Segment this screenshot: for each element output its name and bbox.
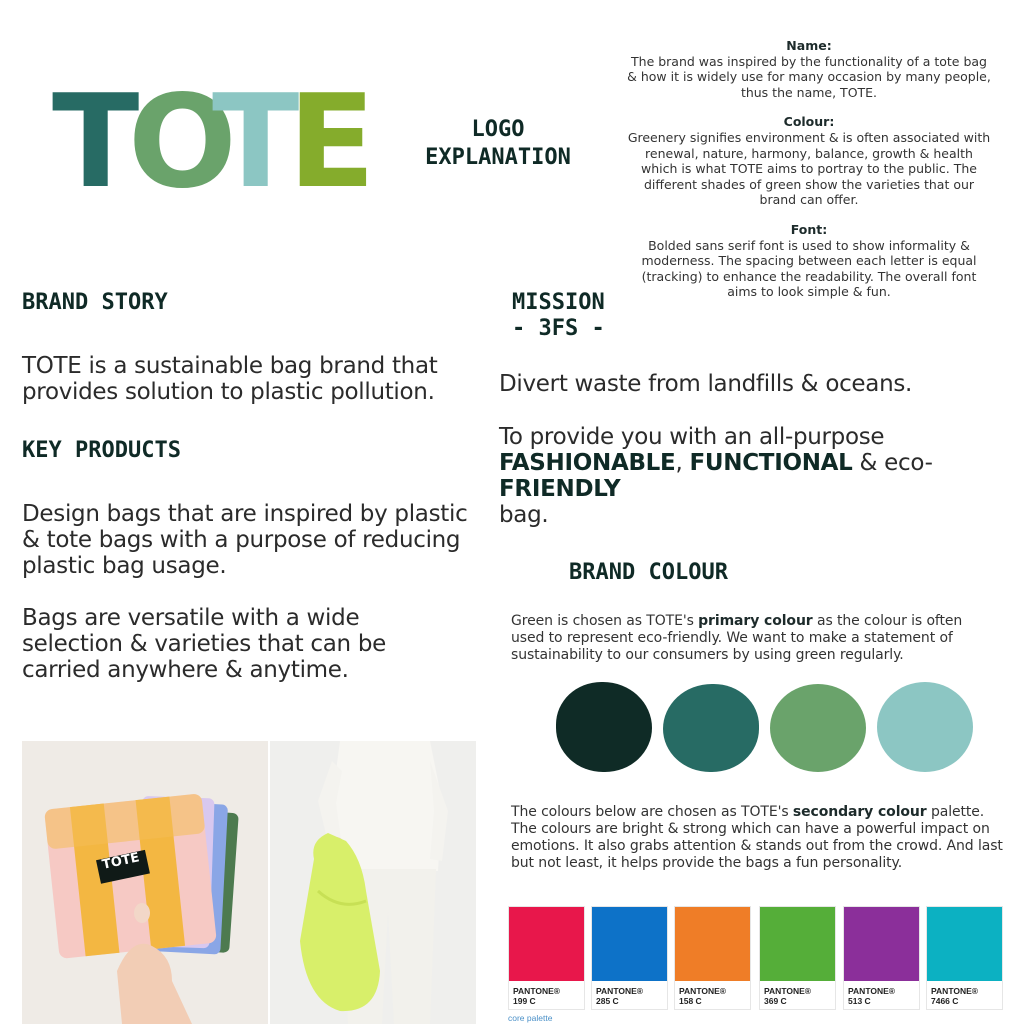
logo-explanation-line1: LOGO [471,117,525,142]
pantone-fill [592,907,667,981]
pantone-label: PANTONE® [679,986,727,996]
mission-functional: FUNCTIONAL [689,450,853,476]
photo-folded-bags [22,741,268,1024]
pantone-fill [760,907,835,981]
key-products-text-2: Bags are versatile with a wide selection & varieties that can be carried anywhere & anytime. [22,605,386,683]
secondary-colour-text [511,804,1007,872]
pantone-chip-369c [759,906,836,1010]
mission-friendly: FRIENDLY [499,476,621,502]
primary-post: as the colour is often used to represent eco-friendly. We want to make a statement of sustainability to our consumers by using green regularly. [511,613,963,663]
mission-text-2 [499,424,1009,528]
pantone-chip-285c [591,906,668,1010]
secondary-pre: The colours below are chosen as TOTE's [511,804,793,820]
mission-heading-line2: - 3FS - [512,316,605,341]
mission-fashionable: FASHIONABLE [499,450,676,476]
mission-sep-2: & eco- [852,450,933,476]
logo-explanation-text [626,38,992,314]
bag-tag-text: TOTE [100,850,141,873]
pantone-label: PANTONE® [931,986,979,996]
logo-letter-t2: T [212,68,300,217]
mission-text-2-end: bag. [499,502,549,528]
colour-title: Colour: [783,114,835,130]
logo-letter-e: E [288,68,376,217]
pantone-chip-7466c [926,906,1003,1010]
tote-logo [52,68,382,217]
pantone-chip-513c [843,906,920,1010]
colour-text: Greenery signifies environment & is often associated with renewal, nature, harmony, balance, growth & health which is what TOTE aims to portray to the public. The different shades of green show the varieties that our brand can offer. [627,129,991,208]
pantone-code: 285 C [596,996,619,1006]
logo-letter-t1: T [52,68,140,217]
pantone-label: PANTONE® [848,986,896,996]
pantone-fill [927,907,1002,981]
person-bag-illustration [270,741,476,1024]
name-title: Name: [786,38,832,53]
primary-swatch-1 [556,682,652,772]
pantone-code: 199 C [513,996,536,1006]
pantone-label: PANTONE® [764,986,812,996]
pantone-code: 513 C [848,996,871,1006]
mission-sep-1: , [675,450,690,476]
logo-explanation-line2: EXPLANATION [425,145,571,170]
font-section [626,222,992,300]
primary-colour-text [511,613,997,664]
pantone-fill [675,907,750,981]
key-products-heading: KEY PRODUCTS [22,438,181,463]
pantone-chip-158c [674,906,751,1010]
primary-bold: primary colour [698,613,813,629]
mission-text-2-prefix: To provide you with an all-purpose [499,424,885,450]
pantone-fill [509,907,584,981]
pantone-code: 158 C [679,996,702,1006]
logo-explanation-heading [410,116,586,172]
pantone-chip-199c [508,906,585,1010]
primary-swatch-4 [877,682,973,772]
mission-heading [512,290,605,342]
name-text: The brand was inspired by the functionality of a tote bag & how it is widely use for many occasion by many people, thus the name, TOTE. [627,53,991,100]
pantone-label: PANTONE® [513,986,561,996]
folded-bags-illustration [22,741,268,1024]
primary-pre: Green is chosen as TOTE's [511,613,699,629]
name-section [626,38,992,100]
primary-swatch-3 [770,684,866,772]
primary-swatch-2 [663,684,759,772]
core-palette-caption: core palette [508,1013,553,1023]
secondary-bold: secondary colour [792,804,927,820]
pantone-code: 7466 C [931,996,959,1006]
font-title: Font: [790,221,828,237]
brand-story-heading: BRAND STORY [22,290,168,315]
logo-letter-o: O [128,68,237,217]
pantone-fill [844,907,919,981]
pantone-code: 369 C [764,996,787,1006]
pantone-label: PANTONE® [596,986,644,996]
font-text: Bolded sans serif font is used to show informality & moderness. The spacing between each letter is equal (tracking) to enhance the readability. The overall font aims to look simple & fun. [641,237,977,300]
secondary-post: palette. The colours are bright & strong which can have a powerful impact on emotions. It also grabs attention & stands out from the crowd. And last but not least, it helps provide the bags a fun personality. [511,804,1003,871]
brand-colour-heading: BRAND COLOUR [569,560,728,585]
photo-person-lime-bag [270,741,476,1024]
colour-section [626,114,992,208]
mission-heading-line1: MISSION [512,290,605,315]
key-products-text-1: Design bags that are inspired by plastic & tote bags with a purpose of reducing plastic bag usage. [22,501,468,579]
brand-story-text: TOTE is a sustainable bag brand that provides solution to plastic pollution. [22,353,438,405]
mission-text-1: Divert waste from landfills & oceans. [499,371,913,397]
